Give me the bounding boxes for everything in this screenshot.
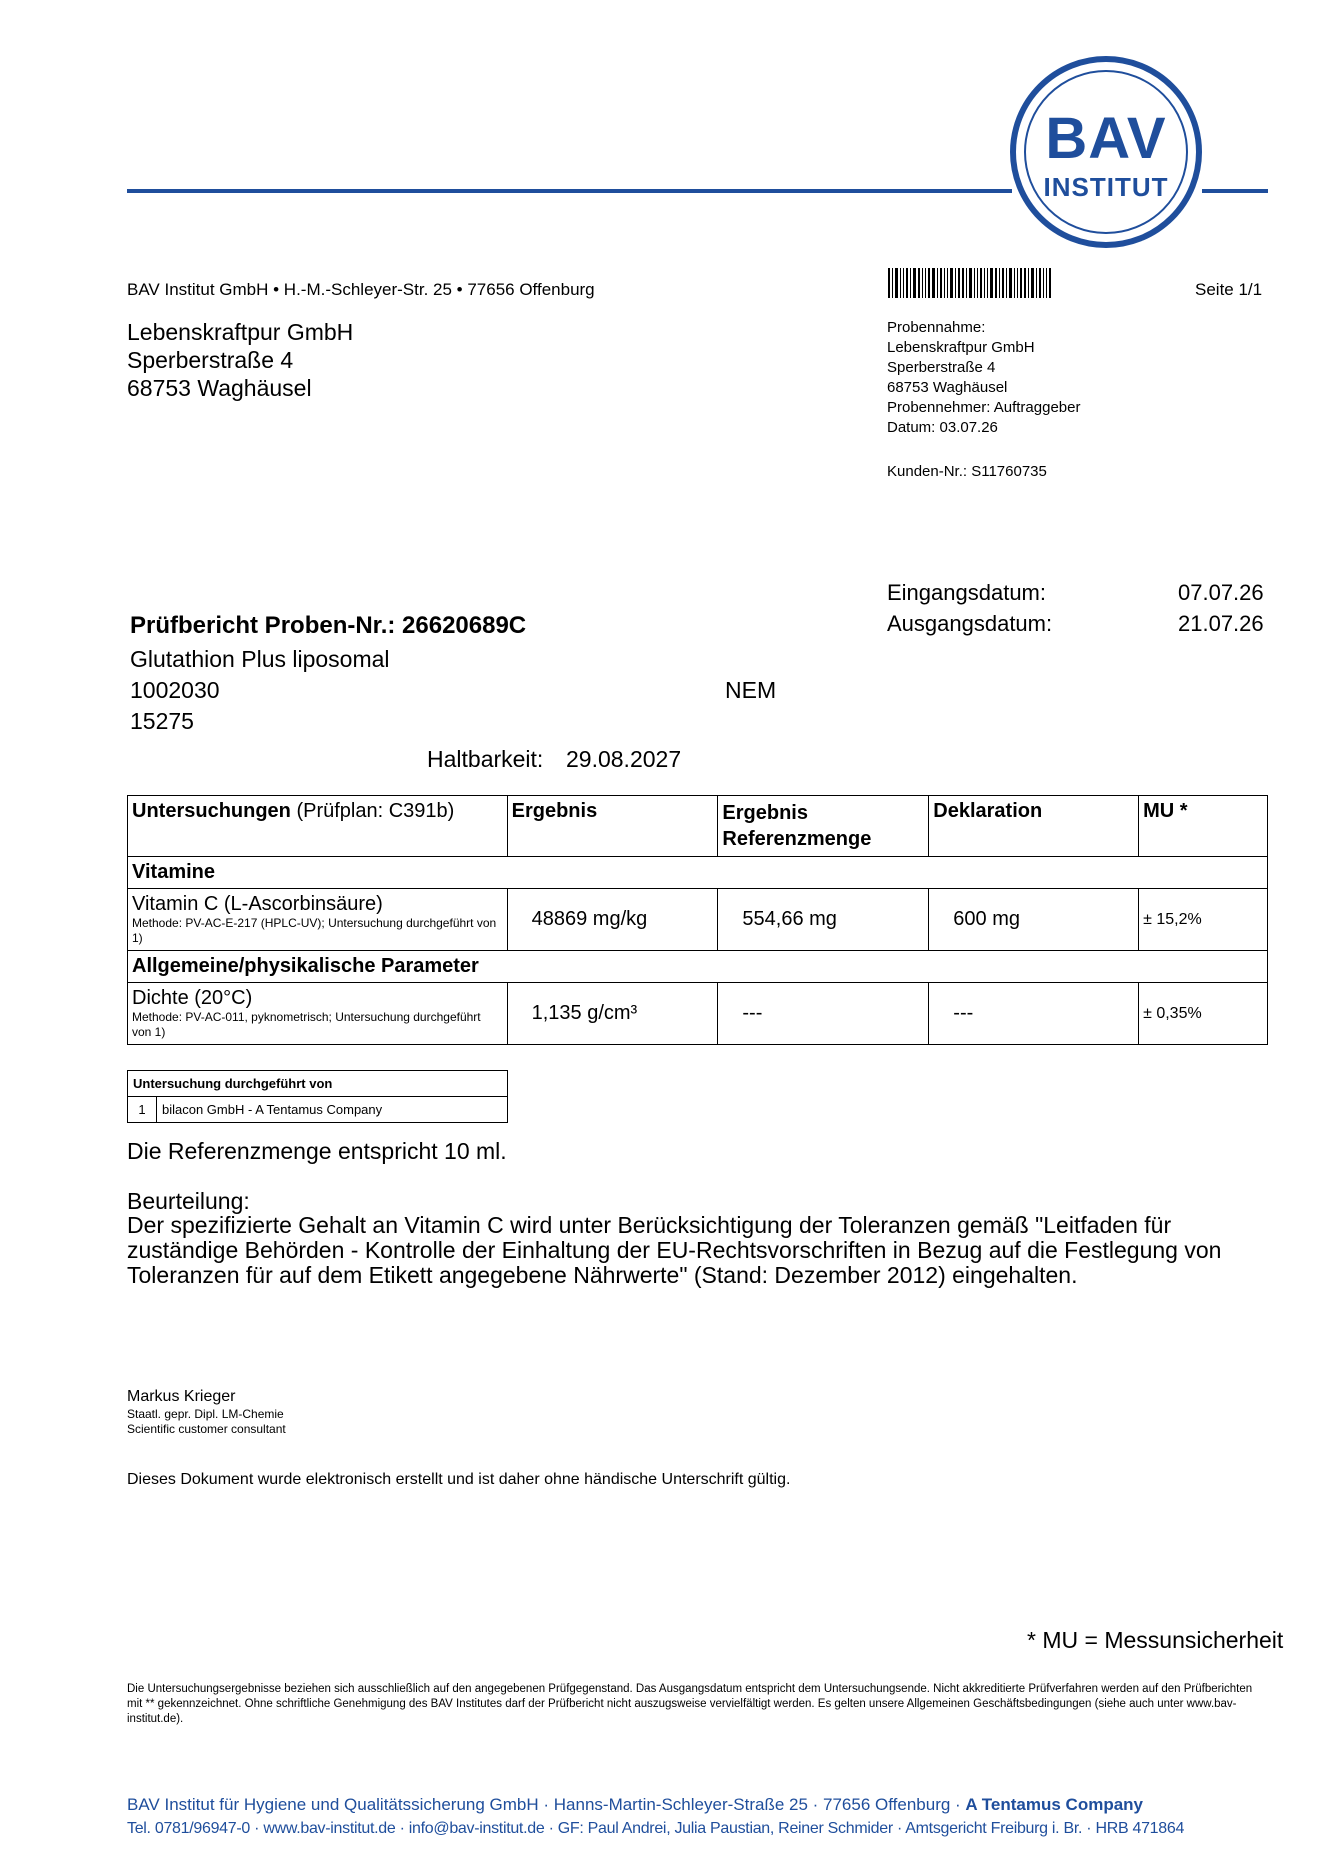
result-cell: 1,135 g/cm³ <box>507 983 718 1045</box>
electronic-signature-note: Dieses Dokument wurde elektronisch erstellt und ist daher ohne händische Unterschrift gültig. <box>127 1471 791 1488</box>
intake-date-value: 07.07.26 <box>1178 580 1264 605</box>
barcode-icon <box>888 268 1114 298</box>
sample-info-street: Sperberstraße 4 <box>887 359 996 376</box>
reference-note: Die Referenzmenge entspricht 10 ml. <box>127 1138 507 1164</box>
header-mu: MU * <box>1139 796 1268 857</box>
table-header-row <box>128 796 1268 857</box>
product-category: NEM <box>725 677 777 703</box>
sample-info-city: 68753 Waghäusel <box>887 379 1008 396</box>
lab-number: 1 <box>128 1097 157 1123</box>
footer-address <box>127 1795 1143 1815</box>
reference-cell: 554,66 mg <box>718 889 929 951</box>
section-row <box>128 951 1268 983</box>
shelf-life-label: Haltbarkeit: <box>427 746 544 772</box>
product-number: 1002030 <box>130 677 220 703</box>
table-row <box>128 1097 508 1123</box>
header-tests: Untersuchungen (Prüfplan: C391b) <box>128 796 508 857</box>
sample-info-sampler: Probennehmer: Auftraggeber <box>887 399 1081 416</box>
table-row <box>128 889 1268 951</box>
output-date-label: Ausgangsdatum: <box>887 611 1053 636</box>
logo-text-bav: BAV <box>1045 106 1167 171</box>
test-name: Vitamin C (L-Ascorbinsäure) <box>132 893 383 915</box>
table-row <box>128 983 1268 1045</box>
sample-info-label: Probennahme: <box>887 319 986 336</box>
performed-by-header: Untersuchung durchgeführt von <box>128 1071 508 1097</box>
lab-name: bilacon GmbH - A Tentamus Company <box>157 1097 508 1123</box>
header-rule-right <box>1202 189 1268 193</box>
performed-by-table <box>127 1070 508 1123</box>
section-row <box>128 857 1268 889</box>
shelf-life-value: 29.08.2027 <box>566 746 682 772</box>
batch-number: 15275 <box>130 708 194 734</box>
product-name: Glutathion Plus liposomal <box>130 646 390 672</box>
footer-contact: Tel. 0781/96947-0 · www.bav-institut.de · info@bav-institut.de · GF: Paul Andrei, Julia Paustian, Reiner Schmider · Amtsgericht Freiburg i. Br. · HRB 471864 <box>127 1820 1185 1837</box>
sample-info <box>887 318 1080 438</box>
footer-company: A Tentamus Company <box>965 1795 1144 1814</box>
assessment-text: Der spezifizierte Gehalt an Vitamin C wird unter Berücksichtigung der Toleranzen gemäß "Leitfaden für zuständige Behörden - Kontrolle der Einhaltung der EU-Rechtsvorschriften in Bezug auf die Festlegung von Toleranzen für auf dem Etikett angegebene Nährwerte" (Stand: Dezember 2012) eingehalten. <box>127 1212 1222 1288</box>
recipient-city: 68753 Waghäusel <box>127 375 312 401</box>
mu-footnote: * MU = Messunsicherheit <box>1027 1627 1284 1653</box>
recipient-street: Sperberstraße 4 <box>127 347 294 373</box>
bav-logo <box>1010 56 1202 248</box>
section-physical: Allgemeine/physikalische Parameter <box>128 951 1268 983</box>
header-result: Ergebnis <box>507 796 718 857</box>
assessment-label: Beurteilung: <box>127 1188 250 1214</box>
declaration-cell: 600 mg <box>929 889 1139 951</box>
recipient-address <box>127 318 353 402</box>
test-name-cell <box>128 983 508 1045</box>
mu-cell: ± 0,35% <box>1139 983 1268 1045</box>
performed-by-header-row <box>128 1071 508 1097</box>
section-vitamins: Vitamine <box>128 857 1268 889</box>
mu-cell: ± 15,2% <box>1139 889 1268 951</box>
signatory-role: Scientific customer consultant <box>127 1422 286 1436</box>
result-cell: 48869 mg/kg <box>507 889 718 951</box>
header-rule-left <box>127 189 1012 193</box>
sender-line: BAV Institut GmbH • H.-M.-Schleyer-Str. 25 • 77656 Offenburg <box>127 280 595 299</box>
disclaimer-text: Die Untersuchungsergebnisse beziehen sich ausschließlich auf den angegebenen Prüfgegenstand. Das Ausgangsdatum entspricht dem Untersuchungsende. Nicht akkreditierte Prüfverfahren werden auf den Prüfberichten mit ** gekennzeichnet. Ohne schriftliche Genehmigung des BAV Institutes darf der Prüfbericht nicht auszugsweise vervielfältigt werden. Es gelten unsere Allgemeinen Geschäftsbedingungen (siehe auch unter www.bav-institut.de). <box>127 1683 1253 1725</box>
test-name-cell <box>128 889 508 951</box>
header-reference: Ergebnis Referenzmenge <box>718 796 929 857</box>
recipient-name: Lebenskraftpur GmbH <box>127 319 354 345</box>
test-method: Methode: PV-AC-E-217 (HPLC-UV); Untersuchung durchgeführt von 1) <box>132 916 497 945</box>
logo-text-institut: INSTITUT <box>1043 172 1169 202</box>
sample-info-date: Datum: 03.07.26 <box>887 419 998 436</box>
signatory-name: Markus Krieger <box>127 1388 236 1405</box>
intake-date-label: Eingangsdatum: <box>887 580 1046 605</box>
sample-info-company: Lebenskraftpur GmbH <box>887 339 1035 356</box>
reference-cell: --- <box>718 983 929 1045</box>
footer-address-text: BAV Institut für Hygiene und Qualitätssicherung GmbH · Hanns-Martin-Schleyer-Straße 25 · 77656 Offenburg · <box>127 1795 966 1814</box>
header-declaration: Deklaration <box>929 796 1139 857</box>
test-name: Dichte (20°C) <box>132 987 253 1009</box>
output-date-value: 21.07.26 <box>1178 611 1264 636</box>
test-method: Methode: PV-AC-011, pyknometrisch; Untersuchung durchgeführt von 1) <box>132 1010 481 1039</box>
results-table <box>127 795 1268 1045</box>
declaration-cell: --- <box>929 983 1139 1045</box>
report-title: Prüfbericht Proben-Nr.: 26620689C <box>130 612 527 639</box>
signatory-title: Staatl. gepr. Dipl. LM-Chemie <box>127 1407 284 1421</box>
page-number: Seite 1/1 <box>1195 280 1263 299</box>
customer-number: Kunden-Nr.: S11760735 <box>887 463 1047 480</box>
